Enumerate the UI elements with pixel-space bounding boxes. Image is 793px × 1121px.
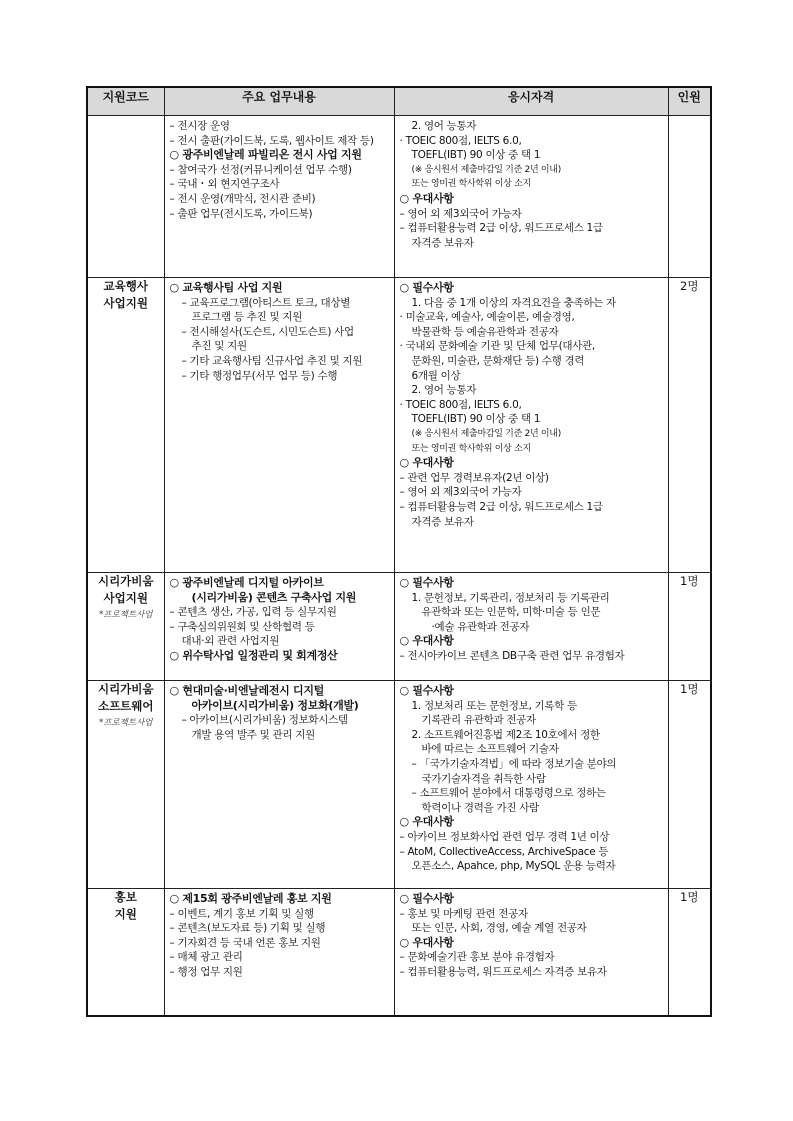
section-heading: ○ 필수사항	[399, 684, 454, 697]
duties-cell	[164, 681, 394, 889]
support-code-line: 지원	[114, 907, 137, 921]
support-code-line: 교육행사	[103, 279, 148, 293]
support-code-line: 사업지원	[103, 296, 148, 310]
duties-list	[165, 116, 394, 223]
table-body	[87, 116, 711, 1016]
section-heading: ○ 필수사항	[399, 281, 454, 294]
section-heading: ○ 위수탁사업 일정관리 및 회계정산	[169, 648, 338, 662]
section-heading: ○ 우대사항	[399, 456, 454, 470]
list-item: – 기타 행정업무(서무 업무 등) 수행	[181, 369, 338, 382]
headcount-cell: 2명	[668, 278, 711, 573]
section-heading: (시리가비움) 콘텐츠 구축사업 지원	[191, 590, 357, 604]
list-item: – 소프트웨어 분야에서 대통령령으로 정하는	[411, 787, 606, 800]
list-item: – 기타 교육행사팀 신규사업 추진 및 지원	[181, 354, 363, 367]
qualifications-cell	[394, 681, 668, 889]
header-qualifications: 응시자격	[394, 87, 668, 116]
list-item: – 기자회견 등 국내 언론 홍보 지원	[169, 936, 321, 949]
list-item: – 아카이브(시리가비움) 정보화시스템	[181, 714, 348, 727]
section-heading: ○ 우대사항	[399, 815, 454, 829]
qualifications-cell	[394, 573, 668, 681]
qualifications-list	[395, 278, 668, 531]
table-row	[87, 116, 711, 278]
list-item: 개발 용역 발주 및 관리 지원	[191, 728, 315, 741]
section-heading: ○ 필수사항	[399, 576, 454, 589]
list-item: 자격증 보유자	[411, 236, 474, 249]
support-code-line: 사업지원	[103, 591, 148, 605]
section-heading: ○ 광주비엔날레 디지털 아카이브	[169, 576, 324, 589]
qualifications-list	[395, 889, 668, 982]
list-item: – 영어 외 제3외국어 가능자	[399, 207, 522, 220]
list-item: 국가기술자격을 취득한 사람	[421, 772, 546, 785]
list-item: · TOEIC 800점, IELTS 6.0,	[399, 398, 522, 411]
section-heading: ○ 교육행사팀 사업 지원	[169, 281, 283, 294]
table-row	[87, 889, 711, 1016]
list-item: – 참여국가 선정(커뮤니케이션 업무 수행)	[169, 163, 352, 176]
list-item: – 콘텐츠(보도자료 등) 기획 및 실행	[169, 922, 326, 935]
header-row	[87, 87, 711, 116]
list-item: – 문화예술기관 홍보 분야 유경험자	[399, 951, 555, 964]
qualifications-cell	[394, 116, 668, 278]
header-duties: 주요 업무내용	[164, 87, 394, 116]
list-item: – 콘텐츠 생산, 가공, 입력 등 실무지원	[169, 606, 337, 619]
section-heading: ○ 우대사항	[399, 634, 454, 648]
list-item: – 국내・외 현지연구조사	[169, 178, 280, 191]
support-code-line: 홍보	[114, 890, 137, 904]
list-item: – 이벤트, 계기 홍보 기획 및 실행	[169, 907, 314, 920]
list-item: ·예술 유관학과 전공자	[431, 620, 530, 633]
list-item: 유관학과 또는 인문학, 미학·미술 등 인문	[421, 606, 601, 619]
section-heading: ○ 우대사항	[399, 191, 454, 205]
qualifications-list	[395, 573, 668, 666]
duties-list	[165, 278, 394, 385]
section-heading: ○ 우대사항	[399, 935, 454, 949]
list-item: 기록관리 유관학과 전공자	[421, 714, 536, 727]
duties-cell	[164, 116, 394, 278]
support-code-cell	[87, 889, 164, 1016]
list-item: 대내·외 관련 사업지원	[181, 635, 280, 648]
list-item: – 교육프로그램(아티스트 토크, 대상별	[181, 296, 351, 309]
section-heading: ○ 필수사항	[399, 892, 454, 905]
list-item: 추진 및 지원	[191, 340, 247, 353]
list-item: TOEFL(IBT) 90 이상 중 택 1	[411, 413, 541, 426]
list-item: 2. 소프트웨어진흥법 제2조 10호에서 정한	[411, 728, 600, 741]
duties-list	[165, 573, 394, 666]
list-item: · TOEIC 800점, IELTS 6.0,	[399, 134, 522, 147]
list-item: – 아카이브 정보화사업 관련 업무 경력 1년 이상	[399, 830, 610, 843]
list-item: 문화원, 미술관, 문화재단 등) 수행 경력	[411, 354, 585, 367]
list-item: 학력이나 경력을 가진 사람	[421, 801, 539, 814]
table-row	[87, 278, 711, 573]
list-item: – 홍보 및 마케팅 관련 전공자	[399, 907, 528, 920]
duties-cell	[164, 573, 394, 681]
list-item: – 출판 업무(전시도록, 가이드북)	[169, 207, 313, 220]
list-item: – 구축심의위원회 및 산학협력 등	[169, 620, 315, 633]
list-item: 2. 영어 능통자	[411, 384, 477, 397]
headcount-cell: 1명	[668, 681, 711, 889]
list-item: 또는 인문, 사회, 경영, 예술 계열 전공자	[411, 922, 587, 935]
qualifications-list	[395, 681, 668, 876]
duties-cell	[164, 278, 394, 573]
list-item: 1. 다음 중 1개 이상의 자격요건을 충족하는 자	[411, 296, 616, 309]
duties-list	[165, 889, 394, 982]
headcount-cell: 1명	[668, 573, 711, 681]
job-table	[86, 86, 712, 1017]
support-code-line: 시리가비움	[97, 574, 154, 588]
list-item: 2. 영어 능통자	[411, 120, 477, 132]
list-item: – 행정 업무 지원	[169, 965, 243, 978]
qualifications-cell	[394, 889, 668, 1016]
list-item: 자격증 보유자	[411, 515, 474, 528]
duties-cell	[164, 889, 394, 1016]
list-item: – 매체 광고 관리	[169, 951, 243, 964]
list-item: · 국내외 문화예술 기관 및 단체 업무(대사관,	[399, 340, 595, 353]
list-item: TOEFL(IBT) 90 이상 중 택 1	[411, 149, 541, 162]
list-item: – 전시해설사(도슨트, 시민도슨트) 사업	[181, 325, 354, 338]
support-code-line: 시리가비움	[97, 682, 154, 696]
list-item: 또는 영미권 학사학위 이상 소지	[411, 443, 531, 454]
list-item: – 전시아카이브 콘텐츠 DB구축 관련 업무 유경험자	[399, 649, 625, 662]
list-item: – 전시장 운영	[169, 120, 230, 132]
section-heading: ○ 현대미술·비엔날레전시 디지털	[169, 684, 324, 697]
project-note: *프로젝트사업	[98, 718, 153, 728]
list-item: – 컴퓨터활용능력, 워드프로세스 자격증 보유자	[399, 965, 607, 978]
section-heading: 아카이브(시리가비움) 정보화(개발)	[191, 698, 359, 712]
table-row	[87, 681, 711, 889]
section-heading: ○ 제15회 광주비엔날레 홍보 지원	[169, 892, 332, 905]
project-note: *프로젝트사업	[98, 610, 153, 620]
section-heading: ○ 광주비엔날레 파빌리온 전시 사업 지원	[169, 148, 362, 162]
list-item: 1. 문헌정보, 기록관리, 정보처리 등 기록관리	[411, 591, 610, 604]
list-item: 6개월 이상	[411, 369, 461, 382]
list-item: – 영어 외 제3외국어 가능자	[399, 486, 522, 499]
list-item: 바에 따르는 소프트웨어 기술자	[421, 743, 559, 756]
support-code-cell	[87, 278, 164, 573]
headcount-cell	[668, 116, 711, 278]
list-item: – 컴퓨터활용능력 2급 이상, 워드프로세스 1급	[399, 222, 603, 235]
list-item: – 컴퓨터활용능력 2급 이상, 워드프로세스 1급	[399, 500, 603, 513]
list-item: 박물관학 등 예술유관학과 전공자	[411, 325, 559, 338]
list-item: – 관련 업무 경력보유자(2년 이상)	[399, 471, 549, 484]
list-item: (※ 응시원서 제출마감일 기준 2년 이내)	[411, 428, 561, 439]
support-code-cell	[87, 681, 164, 889]
list-item: 또는 영미권 학사학위 이상 소지	[411, 179, 531, 190]
headcount-cell: 1명	[668, 889, 711, 1016]
header-code: 지원코드	[87, 87, 164, 116]
support-code-cell	[87, 573, 164, 681]
list-item: · 미술교육, 예술사, 예술이론, 예술경영,	[399, 311, 575, 324]
qualifications-list	[395, 116, 668, 252]
list-item: 오픈소스, Apahce, php, MySQL 운용 능력자	[411, 860, 616, 873]
duties-list	[165, 681, 394, 744]
list-item: 1. 정보처리 또는 문헌정보, 기록학 등	[411, 699, 577, 712]
header-count: 인원	[668, 87, 711, 116]
support-code-line: 소프트웨어	[97, 699, 154, 713]
list-item: – 「국가기술자격법」에 따라 정보기술 분야의	[411, 757, 617, 770]
list-item: 프로그램 등 추진 및 지원	[191, 311, 303, 324]
list-item: – 전시 출판(가이드북, 도록, 웹사이트 제작 등)	[169, 134, 374, 147]
qualifications-cell	[394, 278, 668, 573]
support-code-cell	[87, 116, 164, 278]
list-item: – 전시 운영(개막식, 전시관 준비)	[169, 192, 316, 205]
list-item: (※ 응시원서 제출마감일 기준 2년 이내)	[411, 164, 561, 175]
list-item: – AtoM, CollectiveAccess, ArchiveSpace 등	[399, 845, 609, 858]
table-row	[87, 573, 711, 681]
